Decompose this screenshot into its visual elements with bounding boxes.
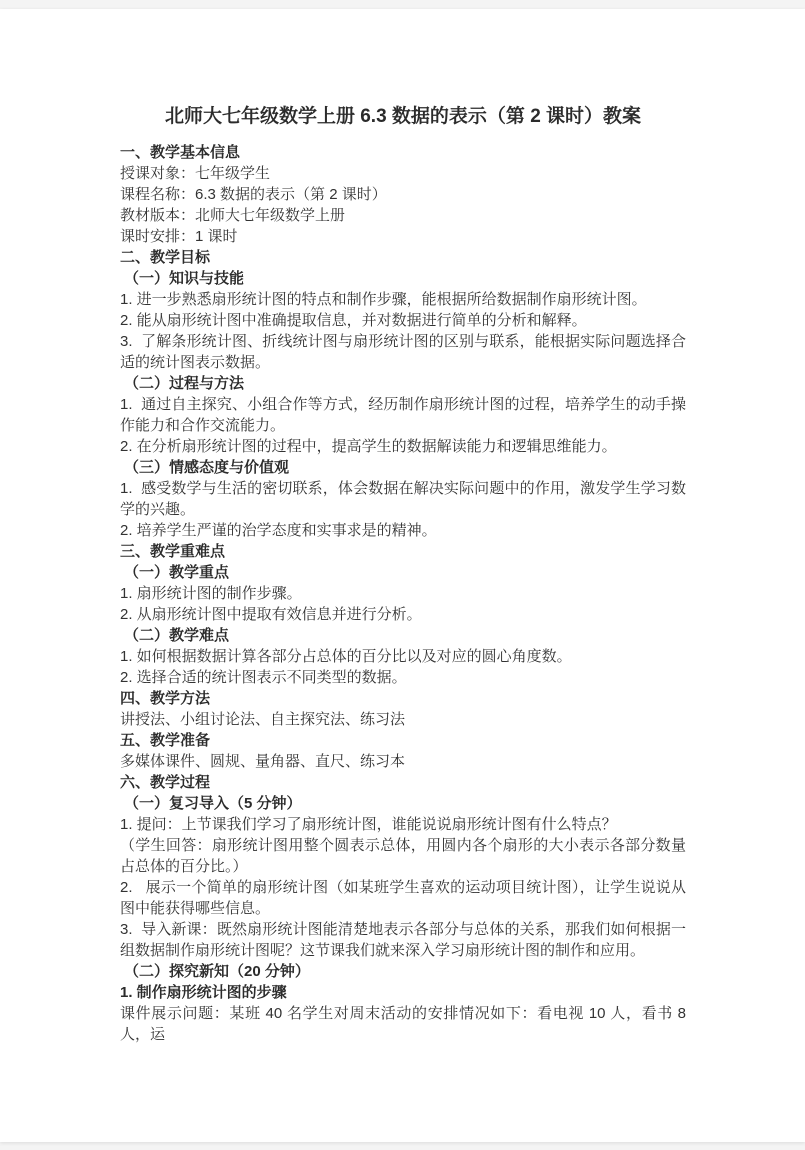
paragraph: （学生回答：扇形统计图用整个圆表示总体，用圆内各个扇形的大小表示各部分数量占总体的百分比。）	[120, 837, 686, 875]
subheading-pie-chart-steps: 1. 制作扇形统计图的步骤	[120, 984, 287, 1001]
heading-teaching-goals: 二、教学目标	[120, 249, 211, 266]
paragraph-lesson-schedule: 课时安排：1 课时	[120, 228, 238, 245]
paragraph: 1. 通过自主探究、小组合作等方式，经历制作扇形统计图的过程，培养学生的动手操作能力和合作交流能力。	[120, 396, 686, 434]
paragraph-teaching-methods-list: 讲授法、小组讨论法、自主探究法、练习法	[120, 711, 406, 728]
paragraph-textbook-version: 教材版本：北师大七年级数学上册	[120, 207, 346, 224]
paragraph: 1. 提问：上节课我们学习了扇形统计图，谁能说说扇形统计图有什么特点？	[120, 816, 617, 833]
subheading-process-methods: （二）过程与方法	[124, 375, 245, 392]
paragraph: 1. 扇形统计图的制作步骤。	[120, 585, 302, 602]
heading-teaching-process: 六、教学过程	[120, 774, 211, 791]
paragraph: 3. 导入新课：既然扇形统计图能清楚地表示各部分与总体的关系，那我们如何根据一组数据制作扇形统计图呢？这节课我们就来深入学习扇形统计图的制作和应用。	[120, 921, 686, 959]
page-title: 北师大七年级数学上册 6.3 数据的表示（第 2 课时）教案	[164, 106, 642, 127]
subheading-teaching-key-points: （一）教学重点	[124, 564, 230, 581]
document-content	[0, 9, 805, 1045]
paragraph-course-name: 课程名称：6.3 数据的表示（第 2 课时）	[120, 186, 387, 203]
paragraph: 1. 感受数学与生活的密切联系，体会数据在解决实际问题中的作用，激发学生学习数学的兴趣。	[120, 480, 686, 518]
paragraph: 1. 如何根据数据计算各部分占总体的百分比以及对应的圆心角度数。	[120, 648, 572, 665]
subheading-review-intro: （一）复习导入（5 分钟）	[124, 795, 302, 812]
paragraph: 2. 展示一个简单的扇形统计图（如某班学生喜欢的运动项目统计图），让学生说说从图中能获得哪些信息。	[120, 879, 686, 917]
heading-teaching-methods: 四、教学方法	[120, 690, 211, 707]
paragraph: 1. 进一步熟悉扇形统计图的特点和制作步骤，能根据所给数据制作扇形统计图。	[120, 291, 647, 308]
document-page	[0, 9, 805, 1142]
paragraph: 2. 能从扇形统计图中准确提取信息，并对数据进行简单的分析和解释。	[120, 312, 587, 329]
paragraph-preparation-list: 多媒体课件、圆规、量角器、直尺、练习本	[120, 753, 406, 770]
heading-teaching-preparation: 五、教学准备	[120, 732, 211, 749]
subheading-teaching-difficulties: （二）教学难点	[124, 627, 230, 644]
subheading-attitude-values: （三）情感态度与价值观	[124, 459, 290, 476]
paragraph-courseware-problem: 课件展示问题：某班 40 名学生对周末活动的安排情况如下：看电视 10 人，看书 8 人，运	[120, 1005, 691, 1043]
paragraph: 2. 培养学生严谨的治学态度和实事求是的精神。	[120, 522, 437, 539]
paragraph: 2. 从扇形统计图中提取有效信息并进行分析。	[120, 606, 422, 623]
subheading-explore-new-knowledge: （二）探究新知（20 分钟）	[124, 963, 310, 980]
paragraph: 2. 在分析扇形统计图的过程中，提高学生的数据解读能力和逻辑思维能力。	[120, 438, 617, 455]
subheading-knowledge-skills: （一）知识与技能	[124, 270, 245, 287]
heading-key-difficult-points: 三、教学重难点	[120, 543, 226, 560]
paragraph: 3. 了解条形统计图、折线统计图与扇形统计图的区别与联系，能根据实际问题选择合适的统计图表示数据。	[120, 333, 686, 371]
heading-basic-info: 一、教学基本信息	[120, 144, 241, 161]
paragraph: 2. 选择合适的统计图表示不同类型的数据。	[120, 669, 407, 686]
paragraph-target-students: 授课对象：七年级学生	[120, 165, 271, 182]
